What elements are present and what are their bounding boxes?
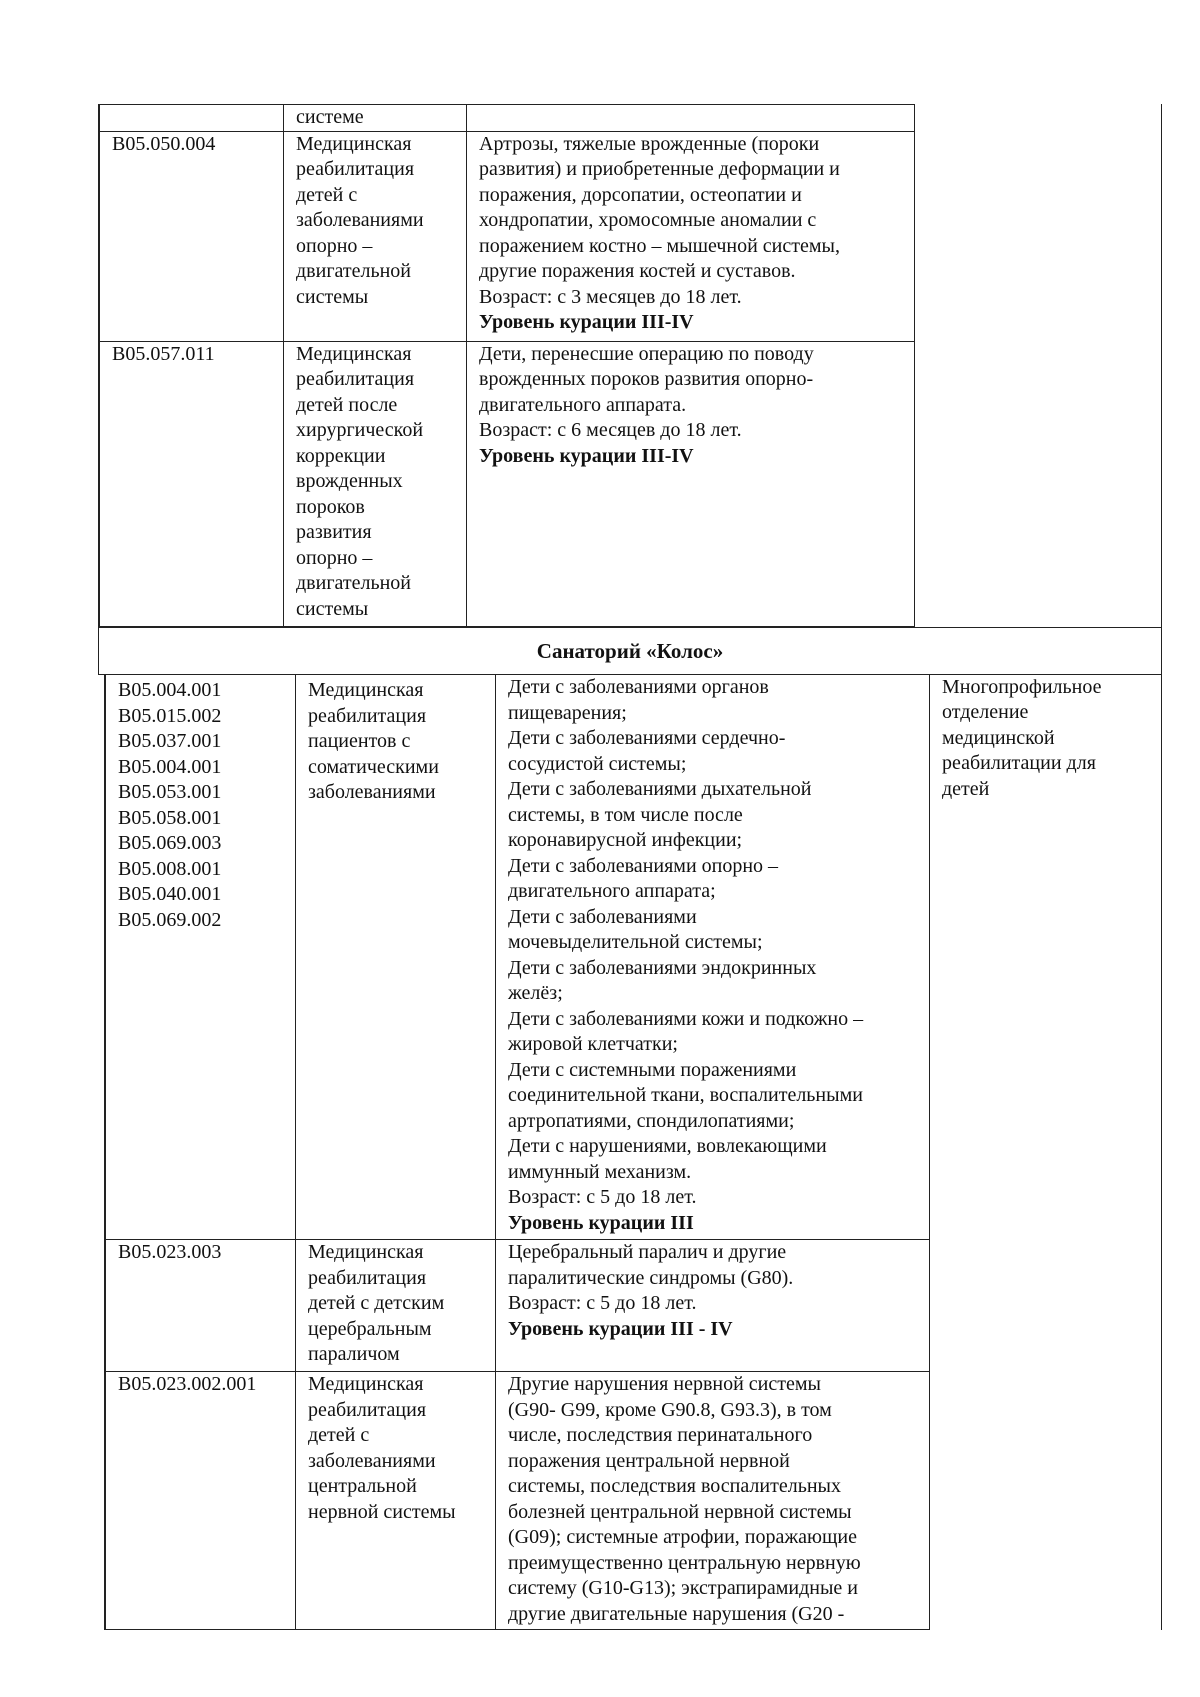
service-code: В05.050.004 (112, 132, 216, 155)
description-cell: Дети, перенесшие операцию по поводу врожденных пороков развития опорно- двигательного аппарата. Возраст: с 6 месяцев до 18 лет. Уровень курации III-IV (467, 341, 915, 626)
service-code: В05.069.003 (118, 832, 222, 854)
service-code: В05.069.002 (118, 908, 222, 931)
bottom-table-fragment (104, 674, 1162, 1630)
name-cell: Медицинская реабилитация пациентов с соматическими заболеваниями (296, 675, 496, 1240)
code-cell (106, 1240, 296, 1372)
code-cell (106, 1372, 296, 1630)
section-header: Санаторий «Колос» (98, 627, 1162, 675)
service-code: В05.037.001 (118, 730, 222, 752)
service-code: В05.008.001 (118, 857, 222, 880)
department-cell: Многопрофильное отделение медицинской реабилитации для детей (930, 675, 1162, 1630)
code-cell (100, 131, 284, 341)
service-code: В05.004.001 (118, 679, 222, 701)
service-code: В05.004.001 (118, 755, 222, 778)
name-cell: Медицинская реабилитация детей с заболеваниями центральной нервной системы (296, 1372, 496, 1630)
service-code: В05.057.011 (112, 342, 215, 365)
code-cell (100, 105, 284, 132)
table-row (106, 675, 1162, 1240)
name-cell: Медицинская реабилитация детей с детским церебральным параличом (296, 1240, 496, 1372)
service-code: В05.058.001 (118, 806, 222, 829)
top-table (99, 104, 1162, 627)
curation-level: Уровень курации III-IV (479, 311, 694, 333)
description-cell (467, 105, 915, 132)
curation-level: Уровень курации III (508, 1211, 694, 1234)
bottom-table (105, 674, 1162, 1630)
curation-level: Уровень курации III - IV (508, 1317, 733, 1340)
code-cell (100, 341, 284, 626)
service-code: В05.040.001 (118, 883, 222, 905)
description-cell: Другие нарушения нервной системы (G90- G99, кроме G90.8, G93.3), в том числе, последствия перинатального поражения центральной нервной системы, последствия воспалительных болезней центральной нервной системы (G09); системные атрофии, поражающие преимущественно центральную нервную систему (G10-G13); экстрапирамидные и другие двигательные нарушения (G20 - (496, 1372, 930, 1630)
service-code: В05.023.002.001 (118, 1373, 257, 1395)
curation-level: Уровень курации III-IV (479, 444, 694, 467)
service-code: В05.053.001 (118, 781, 222, 803)
description-cell: Дети с заболеваниями органов пищеварения; Дети с заболеваниями сердечно- сосудистой системы; Дети с заболеваниями дыхательной системы, в том числе после коронавирусной инфекции; Дети с заболеваниями опорно – двигательного аппарата; Дети с заболеваниями мочевыделительной системы; Дети с заболеваниями эндокринных желёз; Дети с заболеваниями кожи и подкожно – жировой клетчатки; Дети с системными поражениями соединительной ткани, воспалительными артропатиями, спондилопатиями; Дети с нарушениями, вовлекающими иммунный механизм. Возраст: с 5 до 18 лет. Уровень курации III (496, 675, 930, 1240)
code-cell (106, 675, 296, 1240)
service-code: В05.015.002 (118, 704, 222, 727)
department-cell (915, 105, 1162, 627)
table-row (100, 105, 1162, 132)
name-cell: системе (284, 105, 467, 132)
name-cell: Медицинская реабилитация детей с заболеваниями опорно – двигательной системы (284, 131, 467, 341)
service-code: В05.023.003 (118, 1241, 222, 1263)
top-table-fragment (98, 104, 1162, 627)
description-cell: Артрозы, тяжелые врожденные (пороки развития) и приобретенные деформации и поражения, дорсопатии, остеопатии и хондропатии, хромосомные аномалии с поражением костно – мышечной системы, другие поражения костей и суставов. Возраст: с 3 месяцев до 18 лет. Уровень курации III-IV (467, 131, 915, 341)
description-cell: Церебральный паралич и другие паралитические синдромы (G80). Возраст: с 5 до 18 лет. Уровень курации III - IV (496, 1240, 930, 1372)
name-cell: Медицинская реабилитация детей после хирургической коррекции врожденных пороков развития опорно – двигательной системы (284, 341, 467, 626)
